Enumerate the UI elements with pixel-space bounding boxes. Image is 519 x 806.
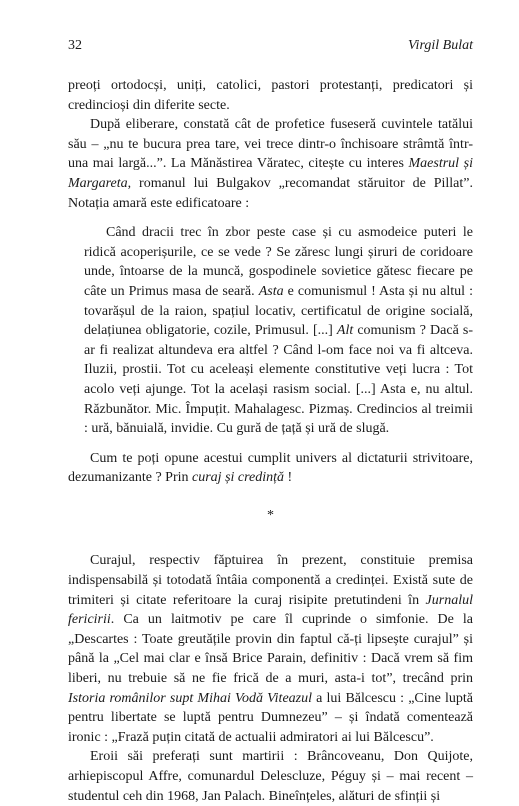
paragraph: După eliberare, constată cât de profetice fuseseră cuvintele tatălui său – „nu te bucura prea tare, vei trece dintr-o închisoare strâmtă într-una mai largă...”. La Mănăstirea Văratec, citește cu interes Maestrul și Margareta, romanul lui Bulgakov „recomandat stăruitor de Pillat”. Notația amară este edificatoare :: [68, 117, 473, 211]
emphasis: Asta: [258, 283, 284, 299]
emphasis: curaj și credință: [192, 470, 285, 486]
page-body: [68, 76, 473, 806]
page-number: 32: [68, 38, 82, 53]
book-title: Jurnalul fericirii: [68, 592, 473, 628]
running-head: Virgil Bulat: [408, 38, 473, 53]
emphasis: Alt: [336, 323, 354, 339]
book-title: Maestrul și Margareta: [68, 156, 473, 191]
page-header: [68, 38, 473, 58]
section-separator: *: [267, 507, 274, 523]
paragraph: Cum te poți opune acestui cumplit univers al dictaturii strivitoare, dezumanizante ? Prin curaj și credință !: [68, 450, 473, 486]
paragraph: Curajul, respectiv făptuirea în prezent, constituie premisa indispensabilă și totodată întâia componentă a credinței. Există sute de trimiteri și citate referitoare la curaj risipite pretutindeni în Jurnalul fericirii. Ca un laitmotiv pe care îl cuprinde o simfonie. De la „Descartes : Toate greutățile provin din faptul că-ți lipsește curajul” și până la „Cel mai clar e însă Brice Parain, definitiv : Dacă vrem să fim liberi, nu trebuie să ne fie frică de a muri, asta-i tot”, trecând prin Istoria românilor supt Mihai Vodă Viteazul a lui Bălcescu : „Cine luptă pentru libertate se luptă pentru Dumnezeu” – și îndată comentează ironic : „Frază puțin citată de actualii admiratori ai lui Bălcescu”.: [68, 553, 474, 745]
book-title: Istoria românilor supt Mihai Vodă Viteazul: [68, 690, 313, 706]
block-quote: Când dracii trec în zbor peste case și cu asmodeice puteri le ridică acoperișurile, ce se vede ? Se zăresc lungi șiruri de coridoare unde, întoarse de la muncă, gospodinele sovietice gătesc fiecare pe câte un Primus masa de seară. Asta e comunismul ! Asta și nu altul : tovarășul de la raion, spațiul locativ, certificatul de origine socială, delațiunea obligatorie, cozile, Primusul. [...] Alt comunism ? Dacă s-ar fi realizat altundeva era altfel ? Când l-om face noi va fi altceva. Iluzii, prostii. Tot cu aceleași elemente constitutive veți lucra : Tot acolo veți ajunge. Tot la același rasism social. [...] Asta e, nu altul. Răzbunător. Mic. Împuțit. Mahalagesc. Pizmaș. Credincios al treimii : ură, bănuială, invidie. Cu gură de țață și ură de slugă.: [84, 225, 473, 437]
paragraph: preoți ortodocși, uniți, catolici, pastori protestanți, predicatori și credincioși din diferite secte.: [68, 78, 473, 113]
paragraph: Eroii săi preferați sunt martirii : Brâncoveanu, Don Quijote, arhiepiscopul Affre, comunardul Delescluze, Péguy și – mai recent – studentul ceh din 1968, Jan Palach. Bineînțeles, alături de sfinții și: [68, 749, 473, 804]
